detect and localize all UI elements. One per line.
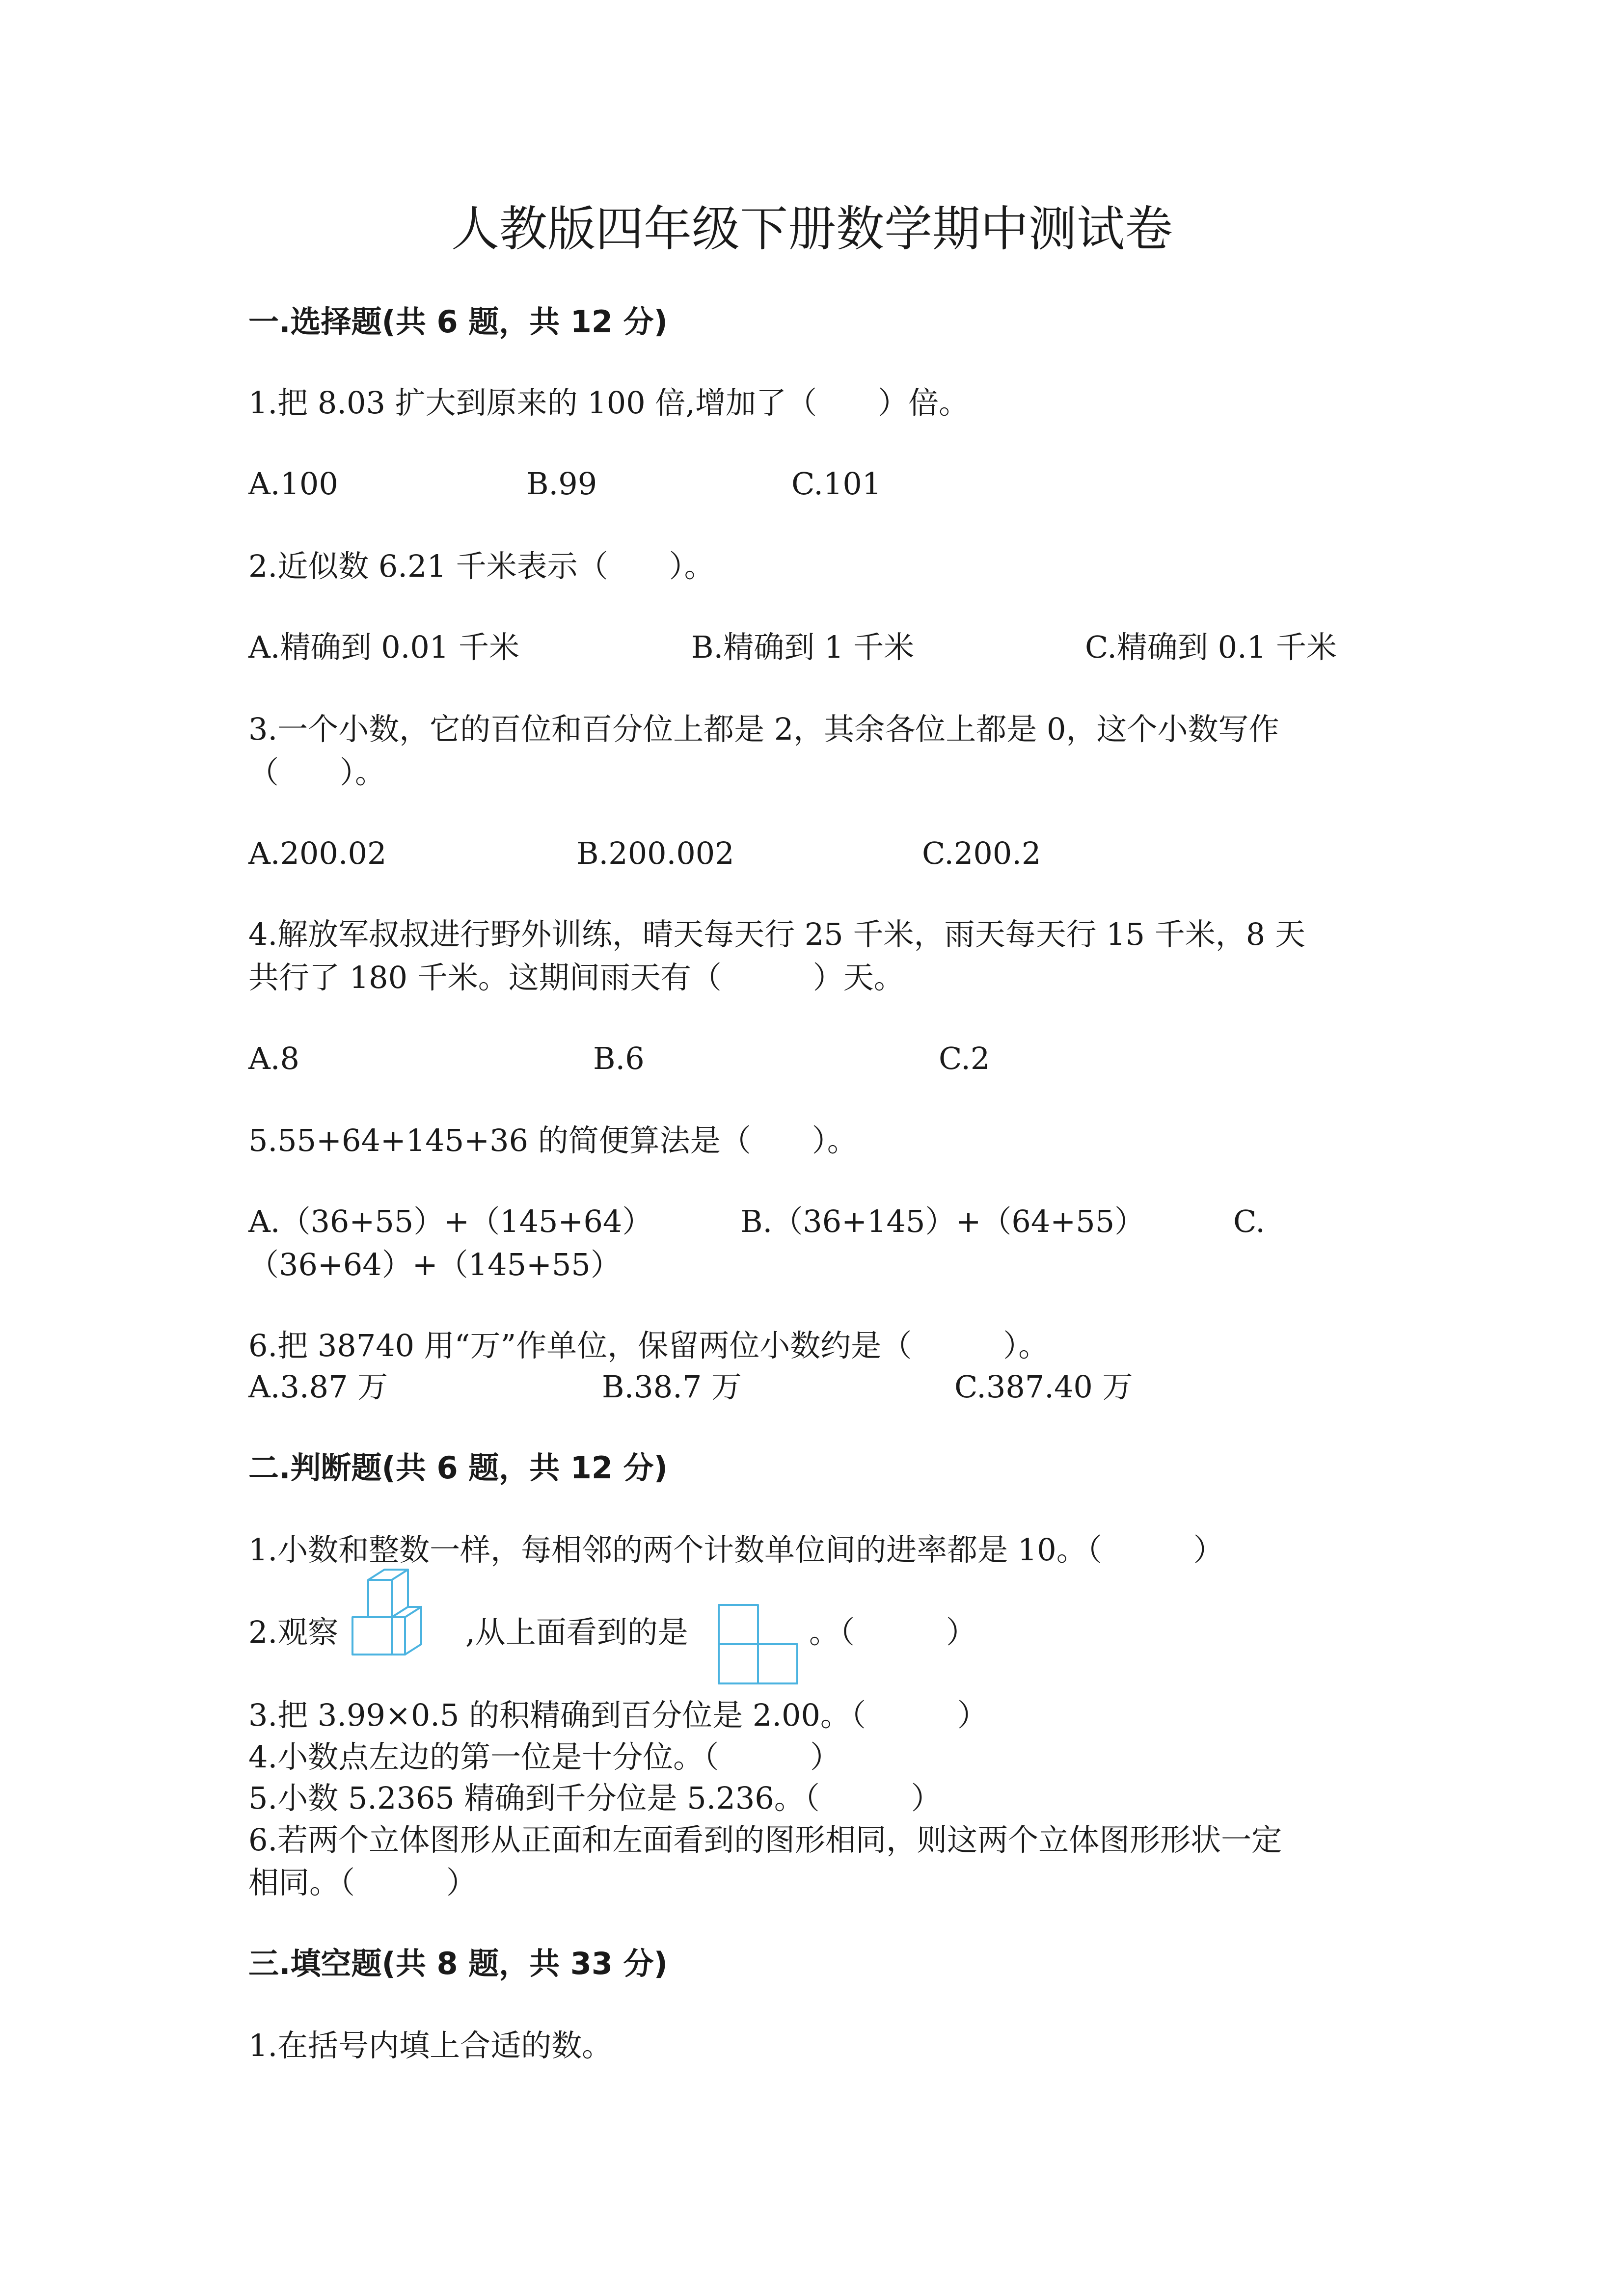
s1-q5-option-c-text: （36+64）+（145+55） <box>248 1247 621 1282</box>
s3-q1: 1.在括号内填上合适的数。 <box>248 2028 613 2063</box>
s2-q4: 4.小数点左边的第一位是十分位。（ ） <box>248 1739 841 1775</box>
top-view-figure <box>717 1603 800 1686</box>
page-title: 人教版四年级下册数学期中测试卷 <box>451 201 1173 257</box>
s1-q3-option-a: A.200.02 <box>248 835 387 871</box>
s1-q2-option-b: B.精确到 1 千米 <box>691 629 915 665</box>
s1-q1-option-c: C.101 <box>791 466 882 502</box>
s2-q5: 5.小数 5.2365 精确到千分位是 5.236。（ ） <box>248 1780 942 1816</box>
s1-q6-option-b: B.38.7 万 <box>602 1369 742 1405</box>
section-2-heading: 二.判断题(共 6 题，共 12 分) <box>248 1450 668 1486</box>
s1-q3-stem-line2: （ ）。 <box>248 754 386 790</box>
s2-q6-line2: 相同。（ ） <box>248 1865 477 1900</box>
s1-q5-option-b: B.（36+145）+（64+55） <box>740 1203 1145 1239</box>
s1-q4-option-a: A.8 <box>248 1041 299 1076</box>
s1-q6-option-a: A.3.87 万 <box>248 1369 388 1405</box>
s1-q5-stem: 5.55+64+145+36 的简便算法是（ ）。 <box>248 1122 858 1158</box>
s2-q2-pre: 2.观察 <box>248 1614 339 1650</box>
s2-q3: 3.把 3.99×0.5 的积精确到百分位是 2.00。（ ） <box>248 1697 988 1733</box>
s1-q3-option-b: B.200.002 <box>576 835 734 871</box>
s1-q1-option-b: B.99 <box>526 466 597 502</box>
s1-q2-stem: 2.近似数 6.21 千米表示（ ）。 <box>248 548 715 584</box>
section-1-heading: 一.选择题(共 6 题，共 12 分) <box>248 304 668 340</box>
s1-q5-option-a: A.（36+55）+（145+64） <box>248 1203 653 1239</box>
s1-q6-option-c: C.387.40 万 <box>954 1369 1133 1405</box>
s1-q4-stem-line1: 4.解放军叔叔进行野外训练，晴天每天行 25 千米，雨天每天行 15 千米，8 天 <box>248 916 1305 952</box>
section-3-heading: 三.填空题(共 8 题，共 33 分) <box>248 1946 668 1981</box>
s1-q1-stem: 1.把 8.03 扩大到原来的 100 倍,增加了（ ）倍。 <box>248 385 970 421</box>
s2-q2-mid: ,从上面看到的是 <box>465 1614 688 1650</box>
s1-q2-option-c: C.精确到 0.1 千米 <box>1085 629 1337 665</box>
s1-q4-option-b: B.6 <box>593 1041 645 1076</box>
s2-q1: 1.小数和整数一样，每相邻的两个计数单位间的进率都是 10。（ ） <box>248 1532 1224 1568</box>
s1-q4-stem-line2: 共行了 180 千米。这期间雨天有（ ）天。 <box>248 960 904 995</box>
s1-q3-stem-line1: 3.一个小数，它的百位和百分位上都是 2，其余各位上都是 0，这个小数写作 <box>248 711 1279 747</box>
s1-q2-option-a: A.精确到 0.01 千米 <box>248 629 519 665</box>
s2-q6-line1: 6.若两个立体图形从正面和左面看到的图形相同，则这两个立体图形形状一定 <box>248 1822 1282 1858</box>
s1-q4-option-c: C.2 <box>939 1041 990 1076</box>
s1-q1-option-a: A.100 <box>248 466 338 502</box>
cube-stack-figure <box>348 1570 465 1687</box>
s2-q2-post: 。（ ） <box>809 1614 977 1650</box>
s1-q3-option-c: C.200.2 <box>922 835 1041 871</box>
s1-q5-option-c-letter: C. <box>1233 1203 1265 1239</box>
s1-q6-stem: 6.把 38740 用“万”作单位，保留两位小数约是（ ）。 <box>248 1328 1049 1363</box>
